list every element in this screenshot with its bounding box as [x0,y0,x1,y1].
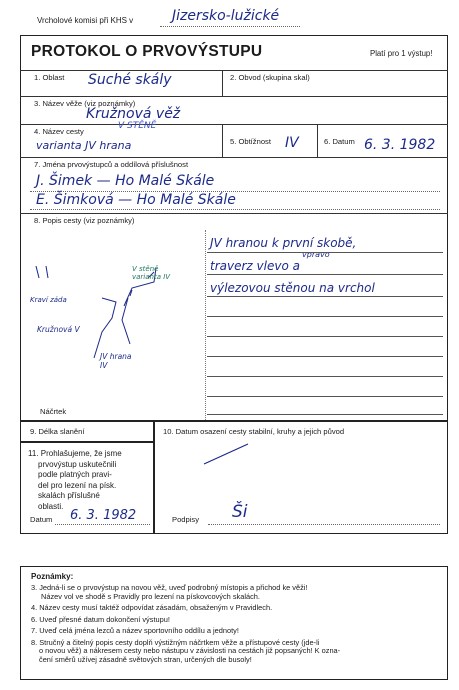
note-item: 4. Název cesty musí taktéž odpovídat zásadám, obsaženým v Pravidlech. [31,603,273,613]
field-11-line: podle platných pravi- [38,470,112,479]
field-6-value: 6. 3. 1982 [364,137,436,153]
note-item: Název vol ve shodě s Pravidly pro lezení na pískovcových skalách. [41,591,260,601]
commission-region: Jizersko-lužické [172,8,280,24]
commission-dotted-line [160,26,300,27]
description-correction: vpravo [302,250,330,259]
description-rule [207,316,443,317]
col-divider [317,124,318,157]
description-line-3: výlezovou stěnou na vrchol [210,281,375,295]
page-title: PROTOKOL O PRVOVÝSTUPU [31,43,263,60]
note-item: 7. Uveď celá jména lezců a název sportovního oddílu a jednoty! [31,626,239,636]
commission-prefix: Vrcholové komisi při KHS v [37,16,134,25]
signature-line [208,524,440,525]
note-item: čení směrů užívej zásadně světových stran, určených dle busoly! [39,654,252,664]
description-line-1: JV hranou k první skobě, [210,236,357,250]
field-1-value: Suché skály [88,72,172,88]
description-line-2: traverz vlevo a [210,259,300,273]
description-rule [207,274,443,275]
row-divider [20,124,448,125]
field-2-label: 2. Obvod (skupina skal) [230,73,310,82]
note-item: 8. Stručný a čitelný popis cesty doplň výstižným náčrtkem věže a přístupové cesty (jde-li [31,637,320,647]
field-5-label: 5. Obtížnost [230,137,271,146]
sketch-divider [205,230,206,420]
field-10-label: 10. Datum osazení cesty stabilní, kruhy a jejich původ [163,427,345,436]
field-11-line: 11. Prohlašujeme, že jsme [28,449,122,458]
field-7-label: 7. Jména prvovýstupců a oddílová příslušnost [34,160,189,169]
signatures-label: Podpisy [172,515,200,524]
description-rule [207,336,443,337]
sketch-stroke [36,266,39,278]
field-6-label: 6. Datum [324,137,355,146]
col-divider [222,124,223,157]
field-9-label: 9. Délka slanění [30,427,85,436]
field-11-text [28,449,122,512]
signature: Ši [232,502,248,522]
row-divider [20,96,448,97]
field-4-value: varianta JV hrana [36,139,132,152]
climber-2: E. Šimková — Ho Malé Skále [36,192,236,208]
sketch-label-edge: JV hrana IV [100,352,132,370]
sketch-caption: Náčrtek [40,407,67,416]
field-1-label: 1. Oblast [34,73,65,82]
description-rule [207,252,443,253]
note-item: 6. Uveď přesné datum dokončení výstupu! [31,614,170,624]
field-4-label: 4. Název cesty [34,127,84,136]
date-label: Datum [30,515,53,524]
description-rule [207,296,443,297]
field-11-line: del pro lezení na písk. [38,480,117,490]
note-item: o novou věž) a nákresem cesty nebo nástupu v závislosti na cestách již popsaných! K ozna- [39,646,341,656]
row-divider [20,157,448,158]
field-3-value: Kružnová věž [86,106,181,122]
climber-1: J. Šimek — Ho Malé Skále [36,173,215,189]
row-divider [20,70,448,71]
sketch-label-tower-left: Kraví záda [30,296,67,304]
notes [31,572,441,664]
description-rule [207,414,443,415]
date-line [55,524,150,525]
description-rule [207,376,443,377]
description-rule [207,356,443,357]
validity-note: Platí pro 1 výstup! [370,49,433,58]
sketch-outline [122,298,130,344]
field-11-line: skalách příslušné [38,491,100,500]
notes-heading: Poznámky: [31,572,74,581]
field-11-line: prvovýstup uskutečnili [38,459,117,469]
sketch-label-variant: V stěně varianta IV [132,265,171,281]
dotted-line [30,209,440,210]
field-8-label: 8. Popis cesty (viz poznámky) [34,216,135,225]
sketch-stroke [46,266,48,278]
field-11-line: oblasti. [38,501,64,511]
sketch-outline [94,298,116,358]
sketch-label-tower-main: Kružnová V [37,325,80,334]
row-divider [20,213,448,214]
date-value: 6. 3. 1982 [70,508,137,523]
description-rule [207,396,443,397]
field-3-label: 3. Název věže (viz poznámky) [34,99,136,108]
note-item: 3. Jedná-li se o prvovýstup na novou věž, uveď podrobný místopis a přichod ke věži! [31,583,308,593]
field-4-insert: V STĚNĚ [118,121,157,131]
field-5-value: IV [285,135,299,151]
col-divider [222,70,223,96]
field-10-strike [200,438,260,468]
